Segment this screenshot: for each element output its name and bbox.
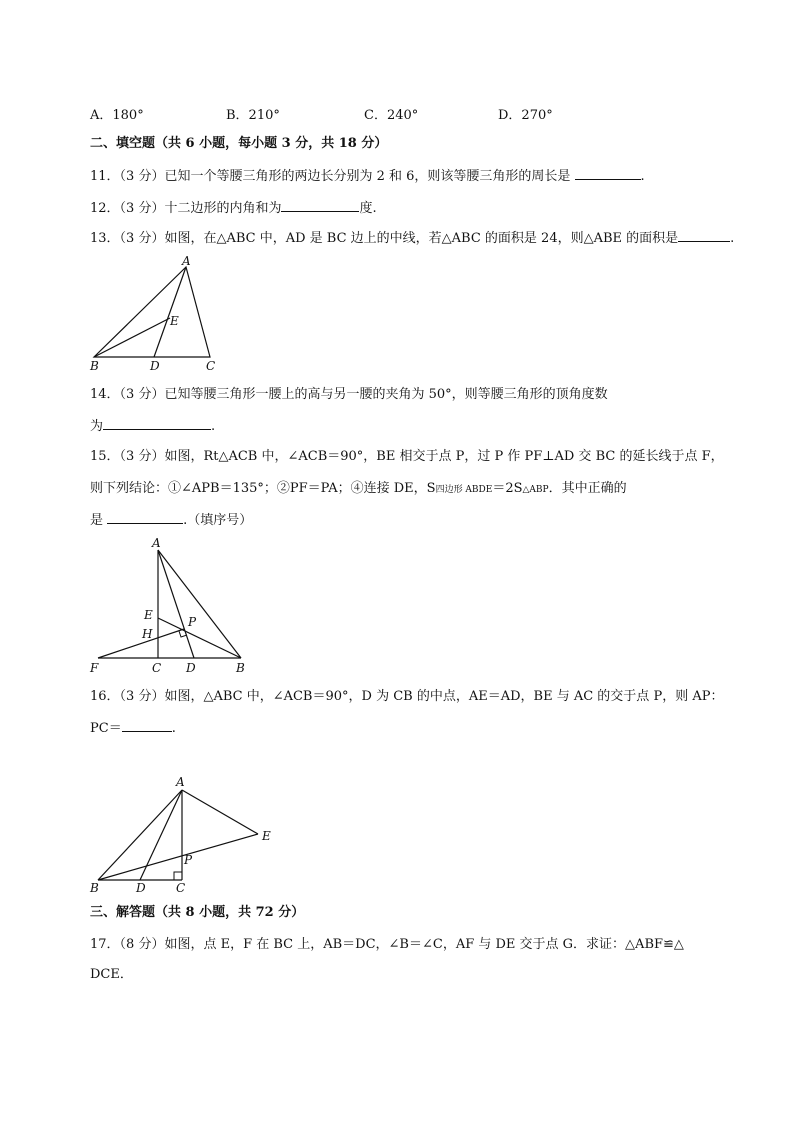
q15-answer-blank[interactable]	[107, 510, 183, 524]
q16-prefix: PC＝	[90, 721, 122, 736]
question-14-line1: 14．（3 分）已知等腰三角形一腰上的高与另一腰的夹角为 50°，则等腰三角形的顶角度数	[90, 387, 608, 402]
q13-label-d: D	[150, 359, 160, 373]
q13-segment-be	[94, 318, 170, 357]
option-a: A．180°	[90, 108, 144, 123]
q12-end: 度.	[359, 201, 377, 216]
question-16-line2	[90, 718, 176, 738]
question-12	[90, 198, 377, 218]
q16-label-p: P	[184, 853, 193, 867]
section2-title: 二、填空题（共 6 小题，每小题 3 分，共 18 分）	[90, 136, 388, 151]
q15-label-e: E	[144, 608, 153, 622]
q13-label-a: A	[182, 256, 191, 268]
question-17-line1: 17．（8 分）如图，点 E，F 在 BC 上，AB＝DC，∠B＝∠C，AF 与 DE 交于点 G．求证：△ABF≌△	[90, 937, 684, 952]
q14-prefix: 为	[90, 419, 104, 434]
q15-label-c: C	[152, 661, 162, 675]
q15-triangle-figure	[86, 534, 256, 676]
q13-answer-blank[interactable]	[678, 228, 730, 242]
question-17-line2: DCE．	[90, 967, 133, 982]
q13-median-ad	[154, 267, 186, 357]
q12-answer-blank[interactable]	[281, 198, 359, 212]
q15-segment-ad	[158, 550, 194, 658]
question-14-line2	[90, 416, 215, 436]
q15-line2-part-b: ＝2S	[492, 481, 523, 496]
q15-label-h: H	[142, 627, 153, 641]
q16-right-angle-mark	[174, 872, 182, 880]
q13-label-e: E	[170, 314, 179, 328]
question-13	[90, 228, 734, 248]
q16-triangle-figure	[86, 770, 286, 898]
q16-label-b: B	[90, 881, 99, 895]
q15-prefix: 是	[90, 513, 104, 528]
question-15-line1: 15．（3 分）如图，Rt△ACB 中，∠ACB＝90°，BE 相交于点 P，过 P 作 PF⊥AD 交 BC 的延长线于点 F，	[90, 449, 724, 464]
q16-answer-blank[interactable]	[122, 718, 172, 732]
q16-end: .	[171, 721, 176, 736]
q15-subscript-tri: △ABP	[522, 485, 549, 495]
question-11	[90, 166, 645, 186]
q15-segment-fp	[98, 629, 184, 658]
q15-line2-part-a: 则下列结论：①∠APB＝135°；②PF＝PA；④连接 DE，S	[90, 481, 436, 496]
q15-label-a: A	[152, 536, 161, 550]
q16-side-ab	[98, 790, 182, 880]
option-b: B．210°	[226, 108, 280, 123]
q13-triangle-abc	[94, 267, 210, 357]
q16-segment-ae	[182, 790, 258, 834]
q11-answer-blank[interactable]	[575, 166, 641, 180]
q11-end: .	[640, 169, 645, 184]
q16-label-c: C	[176, 881, 186, 895]
q13-label-c: C	[206, 359, 216, 373]
q15-end: .（填序号）	[183, 513, 253, 528]
q14-end: .	[211, 419, 216, 434]
q13-triangle-figure	[86, 256, 226, 376]
q15-label-d: D	[186, 661, 196, 675]
q13-label-b: B	[90, 359, 99, 373]
q15-side-ab	[158, 550, 241, 658]
q13-end: .	[730, 231, 735, 246]
q15-label-f: F	[90, 661, 99, 675]
q15-line2-part-c: ．其中正确的	[548, 481, 627, 496]
q11-text: 11．（3 分）已知一个等腰三角形的两边长分别为 2 和 6，则该等腰三角形的周长是	[90, 169, 571, 184]
q16-label-d: D	[136, 881, 146, 895]
q15-segment-be	[158, 618, 241, 658]
q16-label-e: E	[262, 829, 271, 843]
option-d: D．270°	[498, 108, 553, 123]
q14-answer-blank[interactable]	[103, 416, 211, 430]
q15-label-p: P	[188, 615, 197, 629]
q16-label-a: A	[176, 775, 185, 789]
q12-text: 12．（3 分）十二边形的内角和为	[90, 201, 282, 216]
question-15-line3	[90, 510, 252, 530]
option-c: C．240°	[364, 108, 419, 123]
q13-text: 13．（3 分）如图，在△ABC 中，AD 是 BC 边上的中线，若△ABC 的面积是 24，则△ABE 的面积是	[90, 231, 679, 246]
q15-subscript-quad: 四边形 ABDE	[435, 485, 493, 495]
q15-label-b: B	[236, 661, 245, 675]
q16-segment-be	[98, 834, 258, 880]
section3-title: 三、解答题（共 8 小题，共 72 分）	[90, 905, 305, 920]
question-16-line1: 16．（3 分）如图，△ABC 中，∠ACB＝90°，D 为 CB 的中点，AE＝AD，BE 与 AC 的交于点 P，则 AP：	[90, 689, 724, 704]
question-15-line2	[90, 480, 627, 499]
